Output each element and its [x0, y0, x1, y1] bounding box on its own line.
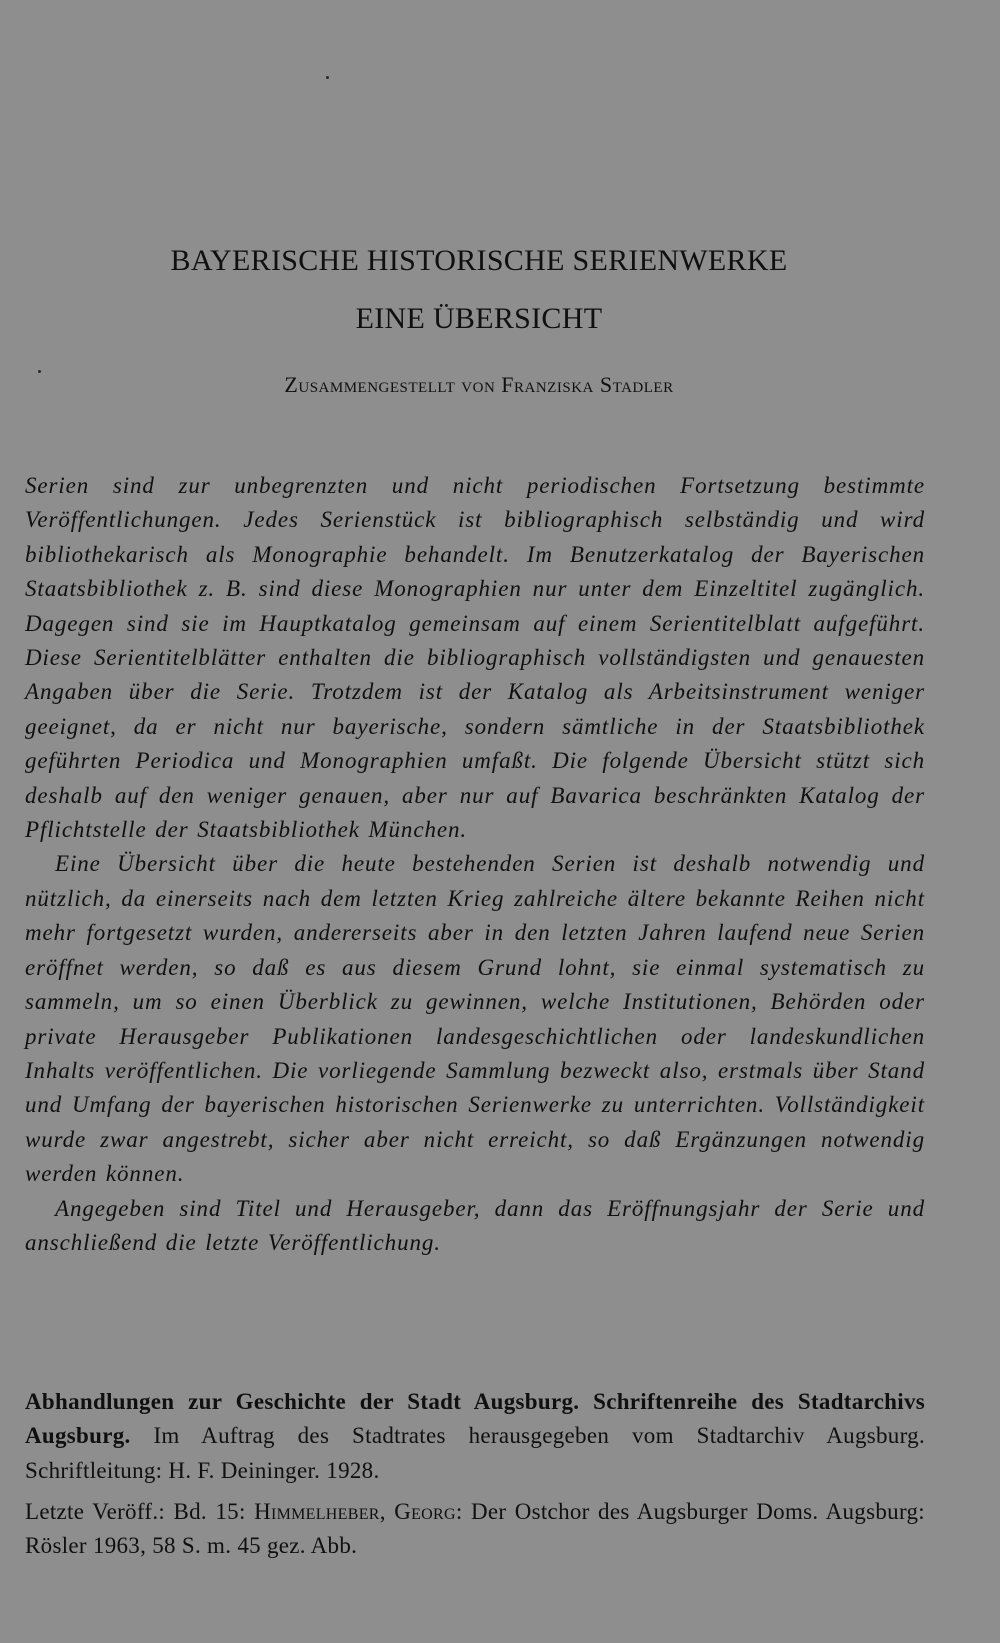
scan-speck	[326, 76, 329, 79]
intro-paragraph: Eine Übersicht über die heute bestehenden Serien ist deshalb notwendig und nützlich, da einerseits nach dem letzten Krieg zahlreiche ältere bekannte Reihen nicht mehr fortgesetzt wurden, andererseits aber in den letzten Jahren laufend neue Serien eröffnet werden, so daß es aus diesem Grund lohnt, sie einmal systematisch zu sammeln, um so einen Überblick zu gewinnen, welche Institutionen, Behörden oder private Herausgeber Publikationen landesgeschichtlichen oder landeskundlichen Inhalts veröffentlichen. Die vorliegende Sammlung bezweckt also, erstmals über Stand und Umfang der bayerischen historischen Serienwerke zu unterrichten. Vollständigkeit wurde zwar angestrebt, sicher aber nicht erreicht, so daß Ergänzungen notwendig werden können.	[25, 851, 925, 1187]
series-title: Abhandlungen zur Geschichte der Stadt Augsburg. Schriftenreihe des Stadtarchivs Augsburg.	[25, 1389, 925, 1449]
last-publication-label: Letzte Veröff.: Bd. 15:	[25, 1499, 255, 1524]
last-publication	[25, 1495, 925, 1564]
intro-paragraph: Angegeben sind Titel und Herausgeber, dann das Eröffnungsjahr der Serie und anschließend die letzte Veröffentlichung.	[25, 1195, 925, 1255]
page-subtitle: EINE ÜBERSICHT	[355, 302, 603, 335]
introduction	[25, 469, 925, 1260]
series-details: Im Auftrag des Stadtrates herausgegeben vom Stadtarchiv Augsburg. Schriftleitung: H. F. Deininger. 1928.	[25, 1423, 925, 1483]
author-byline: Zusammengestellt von Franziska Stadler	[284, 372, 674, 397]
bibliography-entry	[25, 1385, 925, 1488]
page-title: BAYERISCHE HISTORISCHE SERIENWERKE	[170, 244, 788, 277]
last-publication-details: : Der Ostchor des Augsburger Doms. Augsburg: Rösler 1963, 58 S. m. 45 gez. Abb.	[25, 1499, 925, 1559]
last-publication-author: Himmelheber, Georg	[254, 1499, 456, 1524]
intro-paragraph: Serien sind zur unbegrenzten und nicht periodischen Fortsetzung bestimmte Veröffentlichungen. Jedes Serienstück ist bibliographisch selbständig und wird bibliothekarisch als Monographie behandelt. Im Benutzerkatalog der Bayerischen Staatsbibliothek z. B. sind diese Monographien nur unter dem Einzeltitel zugänglich. Dagegen sind sie im Hauptkatalog gemeinsam auf einem Serientitelblatt aufgeführt. Diese Serientitelblätter enthalten die bibliographisch vollständigsten und genauesten Angaben über die Serie. Trotzdem ist der Katalog als Arbeitsinstrument weniger geeignet, da er nicht nur bayerische, sondern sämtliche in der Staatsbibliothek geführten Periodica und Monographien umfaßt. Die folgende Übersicht stützt sich deshalb auf den weniger genauen, aber nur auf Bavarica beschränkten Katalog der Pflichtstelle der Staatsbibliothek München.	[25, 473, 925, 843]
